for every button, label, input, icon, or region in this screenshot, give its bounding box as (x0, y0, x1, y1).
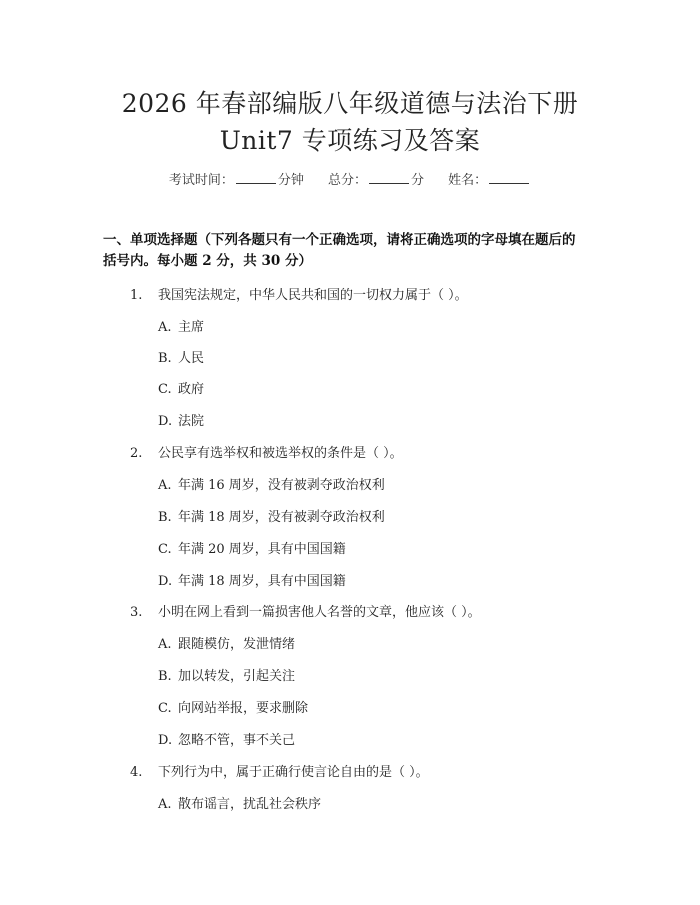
option-text: 年满 16 周岁，没有被剥夺政治权利 (178, 478, 385, 493)
option-text: 人民 (178, 351, 205, 366)
answer-option (158, 793, 321, 812)
answer-option (158, 378, 204, 397)
answer-option (158, 697, 308, 716)
option-letter: C. (158, 542, 172, 557)
question-text: 下列行为中，属于正确行使言论自由的是（ ）。 (158, 765, 429, 780)
exam-score-label: 总分： (327, 173, 367, 188)
exam-time (169, 169, 304, 188)
answer-option (158, 347, 204, 366)
option-text: 政府 (178, 382, 205, 397)
document-title-line2: Unit7 专项练习及答案 (219, 126, 481, 155)
option-text: 跟随模仿，发泄情绪 (178, 637, 296, 652)
option-text: 法院 (178, 414, 205, 429)
answer-option (158, 538, 346, 557)
option-letter: D. (158, 414, 173, 429)
section-heading-line2: 括号内。每小题 2 分，共 30 分） (103, 253, 312, 269)
student-name-label: 姓名： (448, 173, 488, 188)
answer-option (158, 410, 204, 429)
question-number: 3. (130, 605, 143, 620)
question-item (130, 761, 429, 780)
option-text: 主席 (178, 320, 205, 335)
answer-option (158, 316, 204, 335)
option-text: 向网站举报，要求删除 (178, 701, 309, 716)
question-text: 小明在网上看到一篇损害他人名誉的文章，他应该（ ）。 (158, 605, 481, 620)
answer-option (158, 633, 295, 652)
option-text: 散布谣言，扰乱社会秩序 (178, 797, 322, 812)
section-heading-line1: 一、单项选择题（下列各题只有一个正确选项，请将正确选项的字母填在题后的 (103, 232, 576, 248)
question-number: 2. (130, 446, 143, 461)
option-letter: D. (158, 733, 173, 748)
student-name (448, 169, 531, 188)
question-item (130, 442, 403, 461)
question-number: 4. (130, 765, 143, 780)
answer-option (158, 474, 385, 493)
exam-score-blank (369, 171, 409, 184)
exam-time-label: 考试时间： (168, 173, 234, 188)
answer-option (158, 665, 295, 684)
section-heading (103, 230, 603, 272)
option-text: 忽略不管，事不关己 (178, 733, 296, 748)
question-text: 公民享有选举权和被选举权的条件是（ ）。 (158, 446, 403, 461)
option-letter: C. (158, 701, 172, 716)
answer-option (158, 729, 295, 748)
option-letter: A. (158, 320, 172, 335)
option-text: 年满 20 周岁，具有中国国籍 (178, 542, 346, 557)
exam-meta (0, 169, 700, 188)
option-letter: B. (158, 669, 172, 684)
option-letter: B. (158, 510, 172, 525)
student-name-blank (489, 171, 529, 184)
option-letter: B. (158, 351, 172, 366)
exam-time-blank (236, 171, 276, 184)
exam-score-unit: 分 (411, 173, 425, 188)
option-text: 年满 18 周岁，没有被剥夺政治权利 (178, 510, 385, 525)
option-letter: C. (158, 382, 172, 397)
answer-option (158, 570, 346, 589)
question-number: 1. (130, 288, 143, 303)
option-letter: A. (158, 637, 172, 652)
answer-option (158, 506, 385, 525)
document-title-line1: 2026 年春部编版八年级道德与法治下册 (121, 89, 579, 118)
question-item (130, 284, 468, 303)
exam-time-unit: 分钟 (277, 173, 304, 188)
option-text: 加以转发，引起关注 (178, 669, 296, 684)
question-text: 我国宪法规定，中华人民共和国的一切权力属于（ ）。 (158, 288, 468, 303)
option-letter: A. (158, 478, 172, 493)
option-letter: A. (158, 797, 172, 812)
question-item (130, 601, 481, 620)
option-letter: D. (158, 574, 173, 589)
option-text: 年满 18 周岁，具有中国国籍 (178, 574, 346, 589)
exam-score (328, 169, 424, 188)
